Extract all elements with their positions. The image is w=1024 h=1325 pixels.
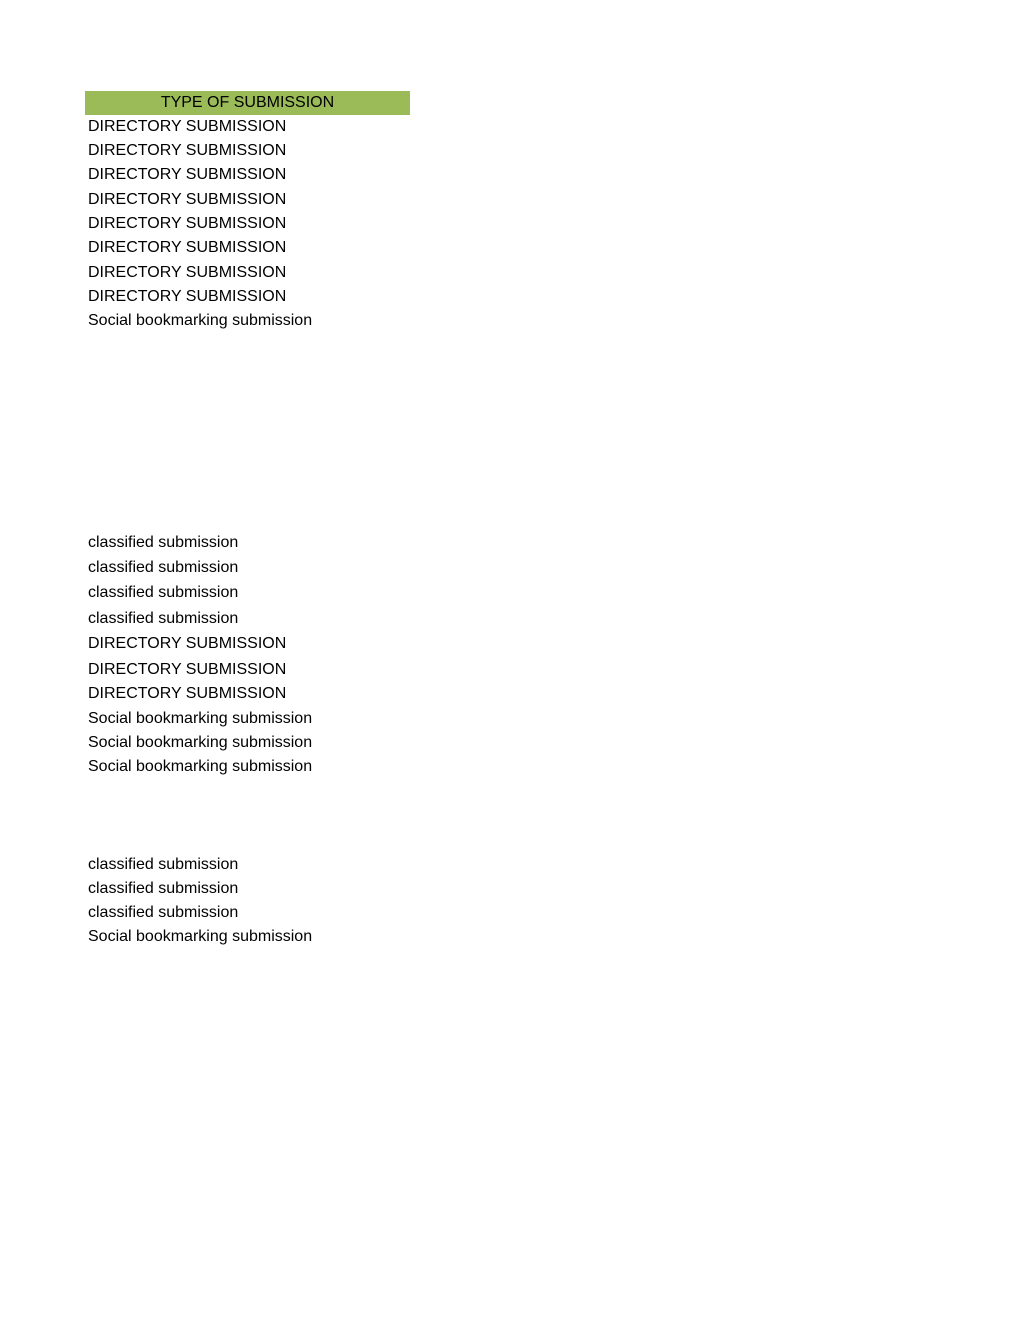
list-item[interactable]: classified submission — [88, 584, 239, 601]
list-item[interactable]: DIRECTORY SUBMISSION — [88, 661, 287, 678]
list-item[interactable]: DIRECTORY SUBMISSION — [88, 635, 287, 652]
list-item[interactable]: classified submission — [88, 534, 239, 551]
list-item[interactable]: DIRECTORY SUBMISSION — [88, 239, 287, 256]
list-item[interactable]: DIRECTORY SUBMISSION — [88, 288, 287, 305]
list-item[interactable]: DIRECTORY SUBMISSION — [88, 191, 287, 208]
list-item[interactable]: DIRECTORY SUBMISSION — [88, 118, 287, 135]
list-item[interactable]: classified submission — [88, 559, 239, 576]
list-item[interactable]: Social bookmarking submission — [88, 710, 313, 727]
list-item[interactable]: classified submission — [88, 880, 239, 897]
list-item[interactable]: DIRECTORY SUBMISSION — [88, 142, 287, 159]
list-item[interactable]: DIRECTORY SUBMISSION — [88, 215, 287, 232]
list-item[interactable]: classified submission — [88, 904, 239, 921]
list-item[interactable]: DIRECTORY SUBMISSION — [88, 166, 287, 183]
list-item[interactable]: classified submission — [88, 610, 239, 627]
list-item[interactable]: Social bookmarking submission — [88, 312, 313, 329]
list-item[interactable]: Social bookmarking submission — [88, 758, 313, 775]
list-item[interactable]: Social bookmarking submission — [88, 928, 313, 945]
list-item[interactable]: DIRECTORY SUBMISSION — [88, 685, 287, 702]
list-item[interactable]: DIRECTORY SUBMISSION — [88, 264, 287, 281]
list-item[interactable]: classified submission — [88, 856, 239, 873]
list-item[interactable]: Social bookmarking submission — [88, 734, 313, 751]
column-header[interactable]: TYPE OF SUBMISSION — [85, 91, 410, 115]
